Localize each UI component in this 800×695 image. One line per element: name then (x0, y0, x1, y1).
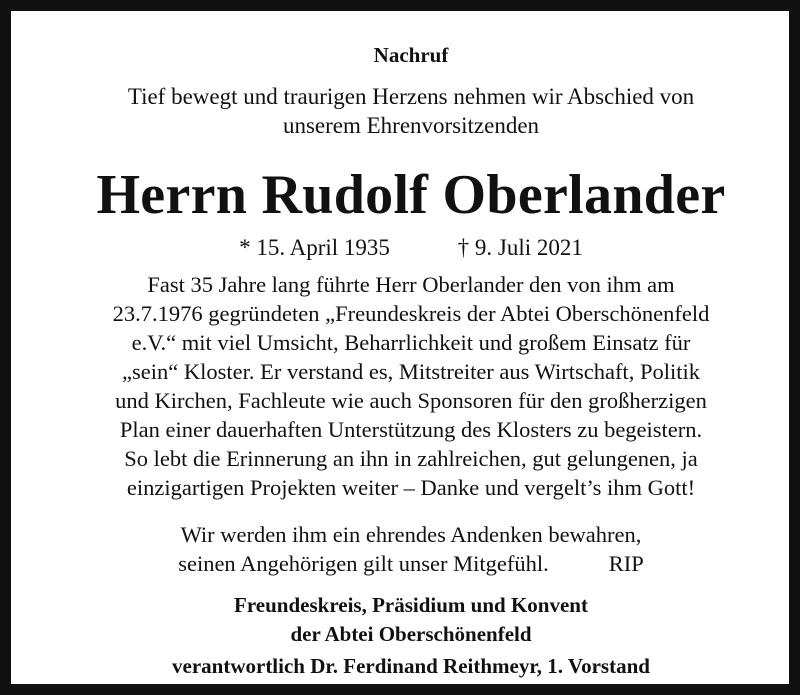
body-line: und Kirchen, Fachleute wie auch Sponsoren für den großherzigen (115, 388, 707, 413)
body-line: „sein“ Kloster. Er verstand es, Mitstreiter aus Wirtschaft, Politik (122, 359, 700, 384)
body-line: 23.7.1976 gegründeten „Freundeskreis der Abtei Oberschönenfeld (112, 301, 710, 326)
birth-date: * 15. April 1935 (239, 235, 390, 260)
intro-line: unserem Ehrenvorsitzenden (282, 113, 540, 138)
deceased-name: Herrn Rudolf Oberlander (96, 164, 726, 226)
life-dates (11, 235, 800, 261)
body-line: So lebt die Erinnerung an ihn in zahlreichen, gut gelungenen, ja (124, 446, 698, 471)
signature-line: verantwortlich Dr. Ferdinand Reithmeyr, 1. Vorstand (172, 654, 650, 678)
body-line: Plan einer dauerhaften Unterstützung des Klosters zu begeistern. (119, 417, 703, 442)
body-line: e.V.“ mit viel Umsicht, Beharrlichkeit und großem Einsatz für (131, 330, 691, 355)
closing-line: Wir werden ihm ein ehrendes Andenken bewahren, (180, 522, 642, 547)
death-date: † 9. Juli 2021 (457, 235, 583, 260)
rip-text: RIP (608, 551, 644, 576)
intro-line: Tief bewegt und traurigen Herzens nehmen wir Abschied von (127, 84, 695, 109)
signature-line: der Abtei Oberschönenfeld (290, 622, 532, 646)
body-line: Fast 35 Jahre lang führte Herr Oberlander den von ihm am (147, 272, 675, 297)
notice-heading: Nachruf (373, 43, 449, 67)
condolence-text: seinen Angehörigen gilt unser Mitgefühl. (178, 551, 549, 576)
closing-line (11, 551, 800, 577)
body-line: einzigartigen Projekten weiter – Danke und vergelt’s ihm Gott! (126, 475, 696, 500)
signature-line: Freundeskreis, Präsidium und Konvent (234, 593, 588, 617)
